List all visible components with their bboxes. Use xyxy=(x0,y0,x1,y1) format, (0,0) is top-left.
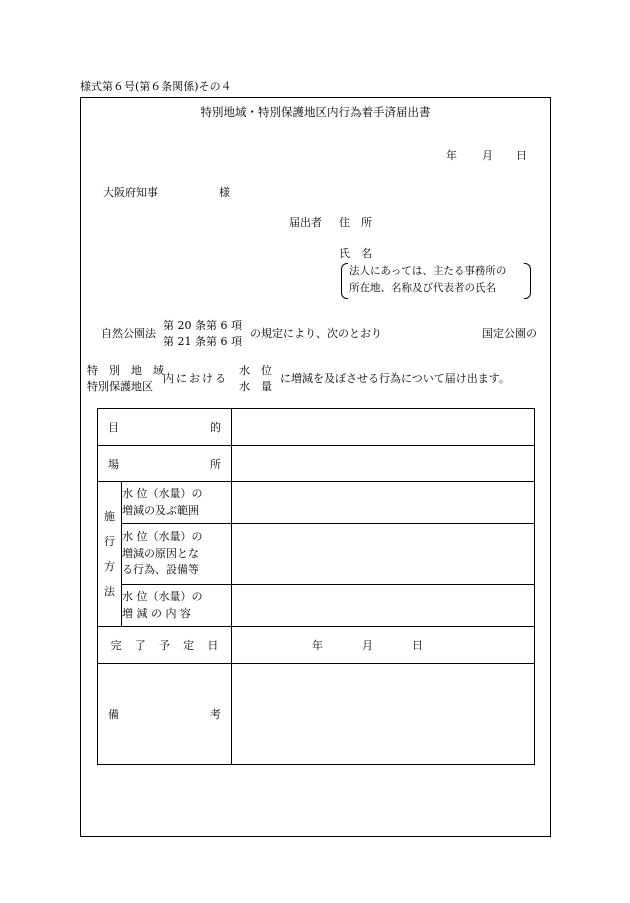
notifier-label: 届出者 xyxy=(289,216,322,229)
completion-char-5: 日 xyxy=(207,639,219,652)
method-char-3: 方 xyxy=(104,560,115,573)
method-content-line1: 水 位（水量）の xyxy=(122,590,203,603)
form-title: 特別地域・特別保護地区内行為着手済届出書 xyxy=(200,105,431,119)
purpose-label xyxy=(98,409,232,446)
method-range-label xyxy=(122,482,232,524)
row-completion xyxy=(98,627,535,664)
method-content-value[interactable] xyxy=(232,585,535,627)
purpose-char-2: 的 xyxy=(210,421,221,434)
method-char-4: 法 xyxy=(104,585,115,599)
row-purpose xyxy=(98,409,535,446)
statement-article2: 第 21 条第 6 項 xyxy=(163,335,242,348)
notifier-name-label: 氏 名 xyxy=(339,247,372,260)
place-value[interactable] xyxy=(232,446,535,482)
row-place xyxy=(98,446,535,482)
addressee-honorific: 様 xyxy=(219,186,230,199)
method-cause-line1: 水 位（水量）の xyxy=(122,530,203,544)
method-cause-line2: 増減の原因とな xyxy=(122,546,199,560)
corporate-note-bracket xyxy=(341,263,531,299)
completion-year: 年 xyxy=(312,639,323,652)
statement-article1: 第 20 条第 6 項 xyxy=(163,319,242,332)
row-method-1 xyxy=(98,482,535,524)
completion-char-1: 完 xyxy=(110,639,122,652)
corporate-note-line2: 所在地、名称及び代表者の氏名 xyxy=(349,282,496,294)
completion-char-3: 予 xyxy=(158,639,170,652)
method-label xyxy=(98,482,122,627)
row-method-2 xyxy=(98,524,535,585)
method-content-line2: 増 減 の 内 容 xyxy=(122,606,191,620)
statement-law: 自然公園法 xyxy=(101,327,156,340)
method-char-1: 施 xyxy=(104,509,115,523)
row-remarks xyxy=(98,664,535,765)
notifier-address-label: 住 所 xyxy=(339,216,372,229)
form-number: 様式第６号(第６条関係)その４ xyxy=(80,80,232,93)
details-table xyxy=(97,408,535,765)
completion-day: 日 xyxy=(412,639,423,652)
statement-water1: 水 位 xyxy=(239,364,272,377)
date-year-label: 年 xyxy=(446,149,457,162)
method-range-line2: 増減の及ぶ範囲 xyxy=(122,503,199,517)
method-cause-value[interactable] xyxy=(232,524,535,585)
purpose-value[interactable] xyxy=(232,409,535,446)
completion-char-4: 定 xyxy=(183,639,195,652)
method-content-label xyxy=(122,585,232,627)
completion-value[interactable] xyxy=(232,627,535,664)
remarks-char-2: 考 xyxy=(210,708,221,721)
place-char-1: 場 xyxy=(108,457,119,471)
corporate-note-line1: 法人にあっては、主たる事務所の xyxy=(349,265,507,277)
remarks-value[interactable] xyxy=(232,664,535,765)
statement-in: 内における xyxy=(163,372,228,385)
date-month-label: 月 xyxy=(482,149,493,162)
place-label xyxy=(98,446,232,482)
date-day-label: 日 xyxy=(516,149,527,162)
statement-ending: に増減を及ぼさせる行為について届け出ます。 xyxy=(280,372,510,385)
completion-label xyxy=(98,627,232,664)
addressee-name: 大阪府知事 xyxy=(103,186,158,199)
method-range-line1: 水 位（水量）の xyxy=(122,487,203,500)
method-range-value[interactable] xyxy=(232,482,535,524)
row-method-3 xyxy=(98,585,535,627)
method-cause-label xyxy=(122,524,232,585)
statement-area1: 特 別 地 域 xyxy=(87,364,164,377)
completion-char-2: 了 xyxy=(134,639,146,652)
completion-month: 月 xyxy=(362,639,373,652)
purpose-char-1: 目 xyxy=(108,421,119,434)
remarks-label xyxy=(98,664,232,765)
statement-clause: の規定により、次のとおり xyxy=(250,327,382,340)
method-char-2: 行 xyxy=(104,534,115,548)
statement-area2: 特別保護地区 xyxy=(87,380,153,393)
place-char-2: 所 xyxy=(210,457,221,471)
remarks-char-1: 備 xyxy=(108,708,119,721)
statement-park: 国定公園の xyxy=(482,327,537,340)
method-cause-line3: る行為、設備等 xyxy=(122,563,199,577)
statement-water2: 水 量 xyxy=(239,380,272,393)
